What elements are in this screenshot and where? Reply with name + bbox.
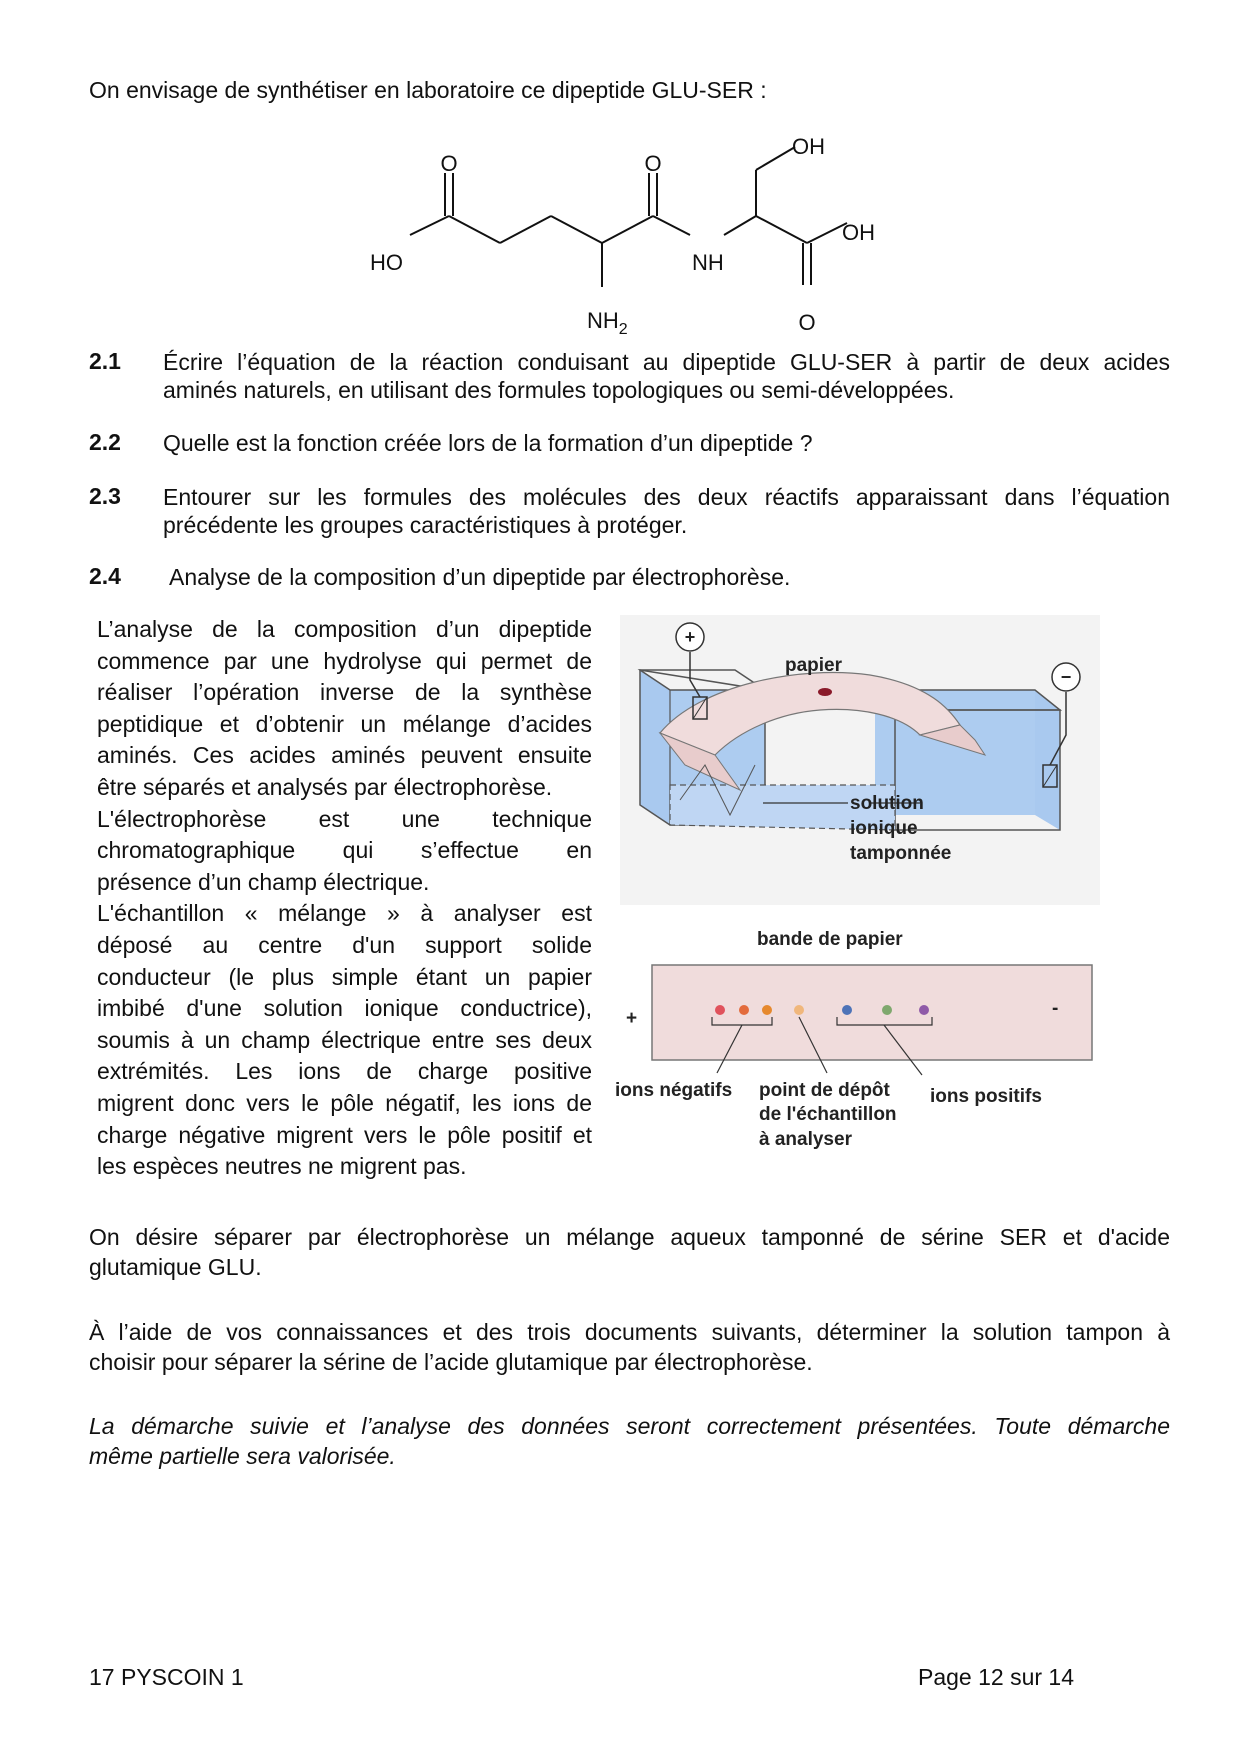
paper-strip-title: bande de papier [757,929,903,950]
paragraph-instructions [89,1411,1170,1471]
question-2-1-line-1: Écrire l’équation de la réaction conduisant au dipeptide GLU-SER à partir de deux acides [163,349,1170,375]
deposit-label-line-1: point de dépôt [759,1080,890,1101]
column-line: soumis à un champ électrique entre ses deux [97,1026,592,1053]
column-line: chromatographique qui s’effectue en [97,837,592,864]
amide-nh: NH [692,250,724,275]
column-line: charge négative migrent vers le pôle positif et [97,1121,592,1148]
column-line: L’analyse de la composition d’un dipeptide [97,616,592,642]
question-number-2-1: 2.1 [89,348,121,374]
question-2-4: Analyse de la composition d’un dipeptide par électrophorèse. [169,564,791,590]
deposit-label-line-3: à analyser [759,1129,852,1150]
column-line: être séparés et analysés par électrophorèse. [97,773,553,800]
carbonyl-oxygen-middle: O [644,151,662,176]
column-line: les espèces neutres ne migrent pas. [97,1153,467,1180]
positive-ions-label: ions positifs [930,1086,1042,1107]
electrophoresis-apparatus-figure [620,615,1100,905]
migration-dot [882,1005,892,1015]
migration-dot [842,1005,852,1015]
question-2-3 [163,483,1170,539]
paragraph-task [89,1317,1170,1377]
column-line: aminés. Ces acides aminés peuvent ensuite [97,742,592,769]
carbonyl-oxygen-bottom: O [798,310,816,335]
question-number-2-2: 2.2 [89,429,121,455]
sample-spot [818,688,832,696]
column-line: migrent donc vers le pôle négatif, les ions de [97,1089,592,1116]
question-2-3-line-1: Entourer sur les formules des molécules des deux réactifs apparaissant dans l’équation [163,484,1170,510]
electrophoresis-description [97,614,592,1183]
column-line: conducteur (le plus simple étant un papier [97,963,592,990]
paragraph-mixture-line-1: On désire séparer par électrophorèse un mélange aqueux tamponné de sérine SER et d'acide [89,1224,1170,1250]
question-2-1-line-2: aminés naturels, en utilisant des formules topologiques ou semi-développées. [163,377,955,403]
hydroxyl-left: HO [370,250,403,275]
question-2-3-line-2: précédente les groupes caractéristiques à protéger. [163,512,688,538]
question-2-2: Quelle est la fonction créée lors de la formation d’un dipeptide ? [163,430,813,456]
strip-minus-sign: - [1052,998,1059,1019]
strip-plus-sign: + [626,1008,638,1029]
solution-label-line-2: ionique [850,818,918,839]
hydroxyl-top: OH [792,134,825,159]
column-line: présence d’un champ électrique. [97,868,430,895]
column-line: réaliser l’opération inverse de la synthèse [97,679,592,706]
column-line: commence par une hydrolyse qui permet de [97,647,592,674]
column-line: peptidique et d’obtenir un mélange d’acides [97,710,592,737]
paragraph-task-line-2: choisir pour séparer la sérine de l’acide glutamique par électrophorèse. [89,1349,813,1375]
dipeptide-structure [360,125,920,340]
paragraph-mixture [89,1222,1170,1282]
hydroxyl-right: OH [842,220,875,245]
column-line: imbibé d'une solution ionique conductrice), [97,995,592,1022]
migration-dot [739,1005,749,1015]
minus-sign: − [1060,667,1072,687]
question-number-2-3: 2.3 [89,483,121,509]
paper-strip-figure [612,925,1112,1165]
deposit-label-line-2: de l'échantillon [759,1104,897,1125]
migration-dot [762,1005,772,1015]
column-line: L'échantillon « mélange » à analyser est [97,900,592,927]
plus-sign: + [684,627,696,647]
deposit-dot [794,1005,804,1015]
paragraph-instructions-line-1: La démarche suivie et l’analyse des données seront correctement présentées. Toute démarche [89,1413,1170,1439]
paper-label: papier [785,655,843,676]
column-line: déposé au centre d'un support solide [97,931,592,958]
question-2-1 [163,348,1170,404]
paragraph-task-line-1: À l’aide de vos connaissances et des trois documents suivants, déterminer la solution tampon à [89,1319,1170,1345]
paragraph-instructions-line-2: même partielle sera valorisée. [89,1443,396,1469]
paragraph-mixture-line-2: glutamique GLU. [89,1254,262,1280]
column-line: L'électrophorèse est une technique [97,805,592,832]
migration-dot [919,1005,929,1015]
solution-label-line-3: tamponnée [850,843,952,864]
intro-text: On envisage de synthétiser en laboratoire ce dipeptide GLU-SER : [89,77,767,103]
column-line: extrémités. Les ions de charge positive [97,1058,592,1085]
carbonyl-oxygen-left: O [440,151,458,176]
migration-dot [715,1005,725,1015]
solution-label-line-1: solution [850,793,924,814]
amine-nh2: $NH_2$ [587,308,628,338]
footer-page-number: Page 12 sur 14 [918,1664,1075,1690]
footer-exam-code: 17 PYSCOIN 1 [89,1664,244,1690]
question-number-2-4: 2.4 [89,563,121,589]
negative-ions-label: ions négatifs [615,1080,733,1101]
